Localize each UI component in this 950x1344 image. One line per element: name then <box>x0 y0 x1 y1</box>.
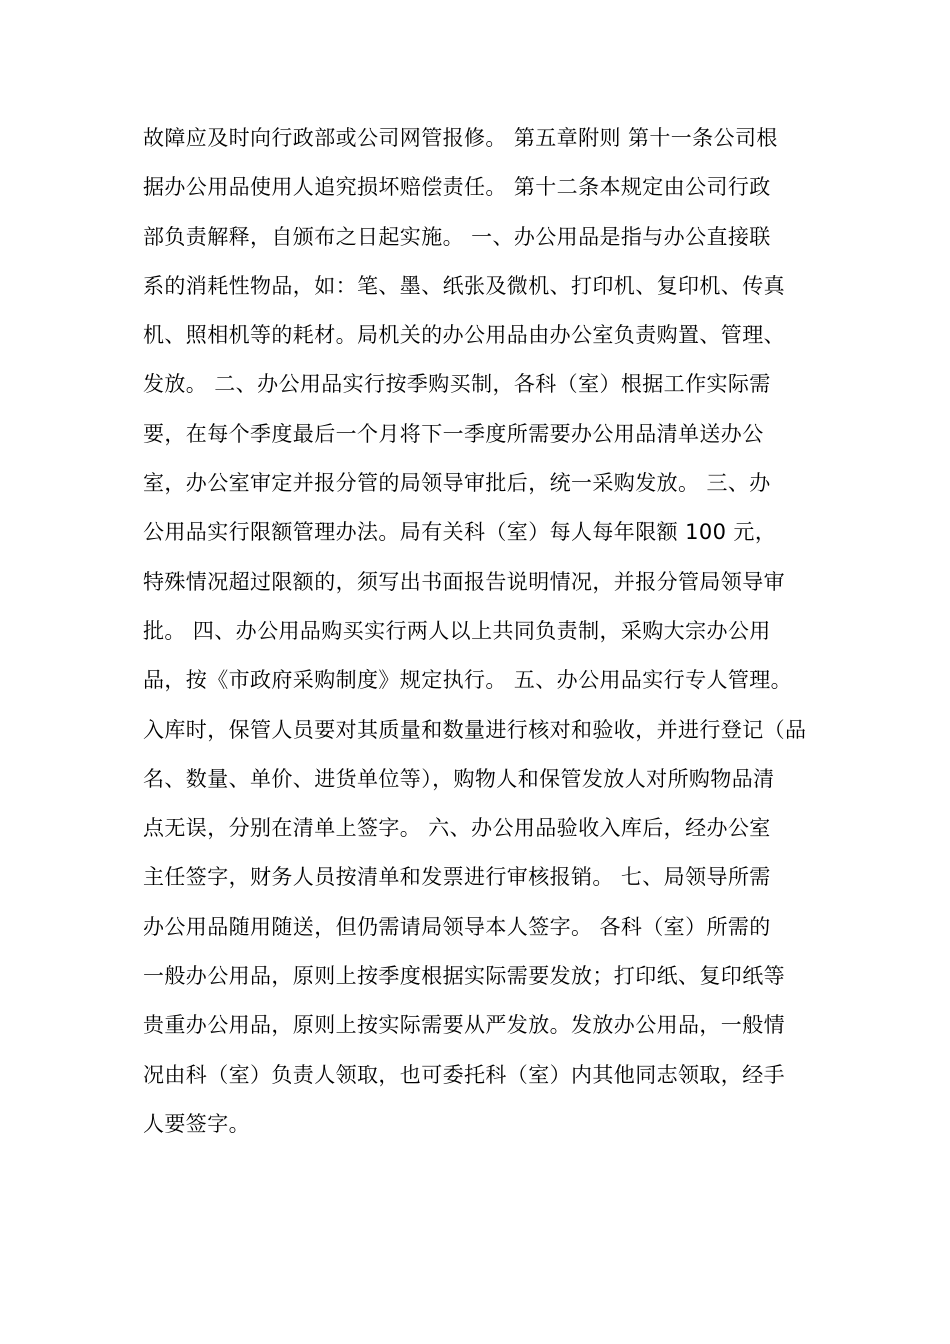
text-line: 入库时，保管人员要对其质量和数量进行核对和验收，并进行登记（品 <box>143 717 807 742</box>
text-line: 发放。 二、办公用品实行按季购买制，各科（室）根据工作实际需 <box>143 372 771 397</box>
text-line: 机、照相机等的耗材。局机关的办公用品由办公室负责购置、管理、 <box>143 323 785 348</box>
text-line: 人要签字。 <box>143 1111 250 1136</box>
text-line: 况由科（室）负责人领取，也可委托科（室）内其他同志领取，经手 <box>143 1062 785 1087</box>
body-text <box>143 114 823 1149</box>
text-line: 贵重办公用品，原则上按实际需要从严发放。发放办公用品，一般情 <box>143 1013 785 1038</box>
text-line: 系的消耗性物品，如：笔、墨、纸张及微机、打印机、复印机、传真 <box>143 273 785 298</box>
text-line: 点无误，分别在清单上签字。 六、办公用品验收入库后，经办公室 <box>143 816 771 841</box>
text-line: 主任签字，财务人员按清单和发票进行审核报销。 七、局领导所需 <box>143 865 771 890</box>
text-line: 故障应及时向行政部或公司网管报修。 第五章附则 第十一条公司根 <box>143 126 778 150</box>
text-line: 一般办公用品，原则上按季度根据实际需要发放；打印纸、复印纸等 <box>143 964 785 989</box>
text-line: 办公用品随用随送，但仍需请局领导本人签字。 各科（室）所需的 <box>143 914 771 939</box>
text-line: 名、数量、单价、进货单位等），购物人和保管发放人对所购物品清 <box>143 766 775 791</box>
text-line: 批。 四、办公用品购买实行两人以上共同负责制，采购大宗办公用 <box>143 618 771 643</box>
text-line: 公用品实行限额管理办法。局有关科（室）每人每年限额 100 元， <box>143 520 777 545</box>
text-line: 部负责解释，自颁布之日起实施。 一、办公用品是指与办公直接联 <box>143 224 771 249</box>
text-line: 特殊情况超过限额的，须写出书面报告说明情况，并报分管局领导审 <box>143 569 785 594</box>
text-line: 品，按《市政府采购制度》规定执行。 五、办公用品实行专人管理。 <box>143 668 793 693</box>
text-line: 要，在每个季度最后一个月将下一季度所需要办公用品清单送办公 <box>143 421 764 446</box>
text-line: 据办公用品使用人追究损坏赔偿责任。 第十二条本规定由公司行政 <box>143 175 771 200</box>
text-line: 室，办公室审定并报分管的局领导审批后，统一采购发放。 三、办 <box>143 471 771 496</box>
